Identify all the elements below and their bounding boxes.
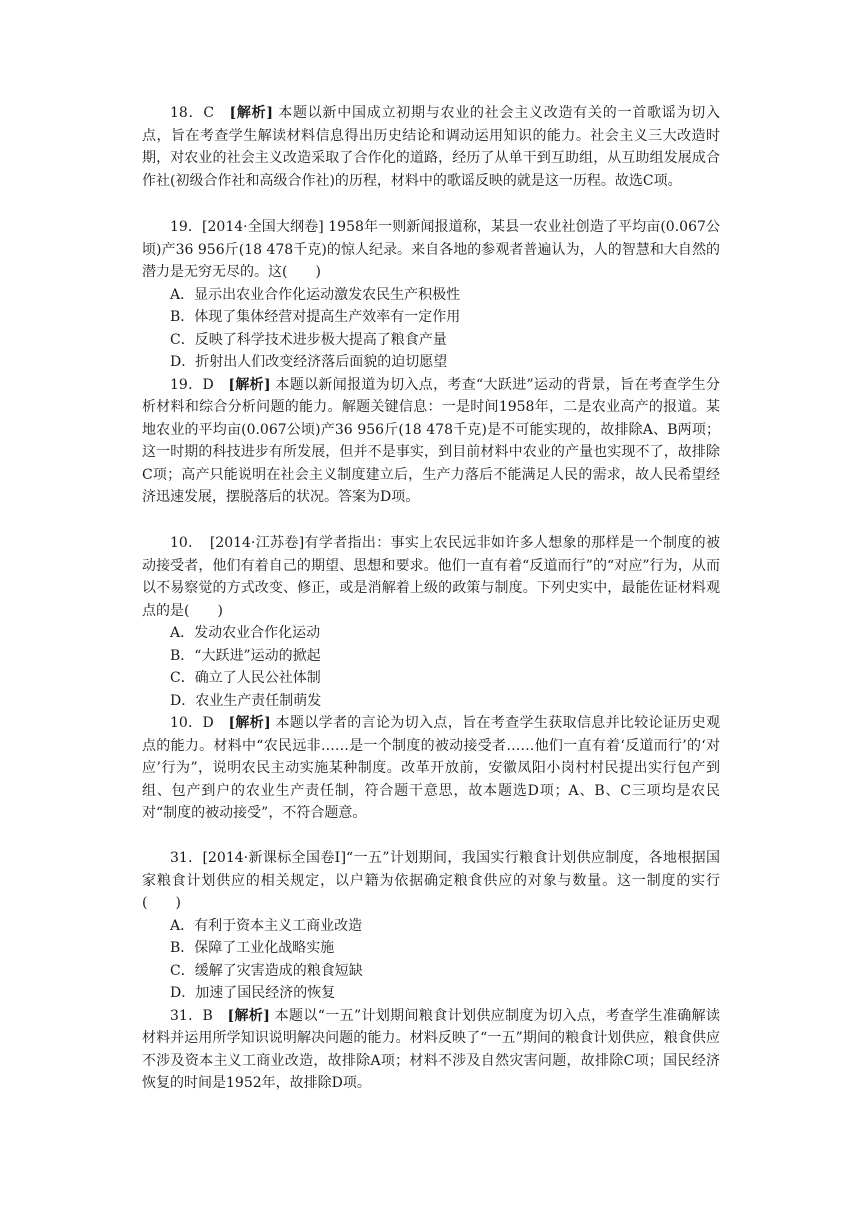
q31-answer: 31．B <box>170 1007 228 1024</box>
q19-analysis <box>142 374 720 509</box>
q10-option-a: A．发动农业合作化运动 <box>170 625 321 641</box>
q31-analysis <box>142 1005 720 1095</box>
q31-analysis-tag: [解析] <box>227 1007 270 1024</box>
q19-option-c: C．反映了科学技术进步极大提高了粮食产量 <box>170 331 447 348</box>
q31-option-c: C．缓解了灾害造成的粮食短缺 <box>170 962 363 979</box>
q10-stem: 10． [2014·江苏卷]有学者指出：事实上农民远非如许多人想象的那样是一个制度的被动接受者，他们有着自己的期望、思想和要求。他们一直有着“反道而行”的“对应”行为，从而以不易察觉的方式改变、修正，或是消解着上级的政策与制度。下列史实中，最能佐证材料观点的是( ) <box>142 535 720 619</box>
q10-option-c: C．确立了人民公社体制 <box>170 670 321 686</box>
q18-section <box>142 102 720 192</box>
q31-option-d: D．加速了国民经济的恢复 <box>170 985 336 1001</box>
q31-analysis-text: 本题以“一五”计划期间粮食计划供应制度为切入点，考查学生准确解读材料并运用所学知识说明解决问题的能力。材料反映了“一五”期间的粮食计划供应，粮食供应不涉及资本主义工商业改造，故排除A项；材料不涉及自然灾害问题，故排除C项；国民经济恢复的时间是1952年，故排除D项。 <box>142 1007 721 1091</box>
q31-stem: 31．[2014·新课标全国卷Ⅰ]“一五”计划期间，我国实行粮食计划供应制度，各地根据国家粮食计划供应的相关规定，以户籍为依据确定粮食供应的对象与数量。这一制度的实行( ) <box>142 850 720 911</box>
q10-answer: 10．D <box>170 715 229 731</box>
q31-option-a: A．有利于资本主义工商业改造 <box>170 917 363 934</box>
q19-option-a: A．显示出农业合作化运动激发农民生产积极性 <box>170 286 461 303</box>
q18-answer: 18．C <box>170 105 230 121</box>
q31-option-b: B．保障了工业化战略实施 <box>170 940 335 956</box>
q18-analysis <box>142 102 720 192</box>
q10-analysis-tag: [解析] <box>228 715 271 731</box>
q19-analysis-text: 本题以新闻报道为切入点，考查“大跃进”运动的背景，旨在考查学生分析材料和综合分析问题的能力。解题关键信息：一是时间1958年，二是农业高产的报道。某地农业的平均亩(0.067公顷)产36 956斤(18 478千克)是不可能实现的，故排除A、B两项；这一时期的科技进步有所发展，但并不是事实，到目前材料中农业的产量也实现不了，故排除C项；高产只能说明在社会主义制度建立后，生产力落后不能满足人民的需求，故人民希望经济迅速发展，摆脱落后的状况。答案为D项。 <box>142 376 721 505</box>
q18-analysis-text: 本题以新中国成立初期与农业的社会主义改造有关的一首歌谣为切入点，旨在考查学生解读材料信息得出历史结论和调动运用知识的能力。社会主义三大改造时期，对农业的社会主义改造采取了合作化的道路，经历了从单干到互助组，从互助组发展成合作社(初级合作社和高级合作社)的历程，材料中的歌谣反映的就是这一历程。故选C项。 <box>142 105 720 189</box>
q19-option-d: D．折射出人们改变经济落后面貌的迫切愿望 <box>170 354 448 370</box>
q18-analysis-tag: [解析] <box>229 105 274 121</box>
q19-analysis-tag: [解析] <box>228 376 271 393</box>
q10-option-b: B．“大跃进”运动的掀起 <box>170 647 321 664</box>
q10-analysis <box>142 712 720 825</box>
q10-option-d: D．农业生产责任制萌发 <box>170 692 322 709</box>
q19-section <box>142 216 720 509</box>
q10-section <box>142 532 720 825</box>
q19-answer: 19．D <box>170 376 229 393</box>
q10-analysis-text: 本题以学者的言论为切入点，旨在考查学生获取信息并比较论证历史观点的能力。材料中“农民远非……是一个制度的被动接受者……他们一直有着‘反道而行’的‘对应’行为”，说明农民主动实施某种制度。改革开放前，安徽凤阳小岗村村民提出实行包产到组、包产到户的农业生产责任制，符合题干意思，故本题选D项；A、B、C三项均是农民对“制度的被动接受”，不符合题意。 <box>142 715 721 821</box>
q19-stem: 19．[2014·全国大纲卷] 1958年一则新闻报道称，某县一农业社创造了平均亩(0.067公顷)产36 956斤(18 478千克)的惊人纪录。来自各地的参观者普遍认为，人的智慧和大自然的潜力是无穷无尽的。这( ) <box>142 219 720 280</box>
q19-option-b: B．体现了集体经营对提高生产效率有一定作用 <box>170 309 461 325</box>
q31-section <box>142 847 720 1095</box>
